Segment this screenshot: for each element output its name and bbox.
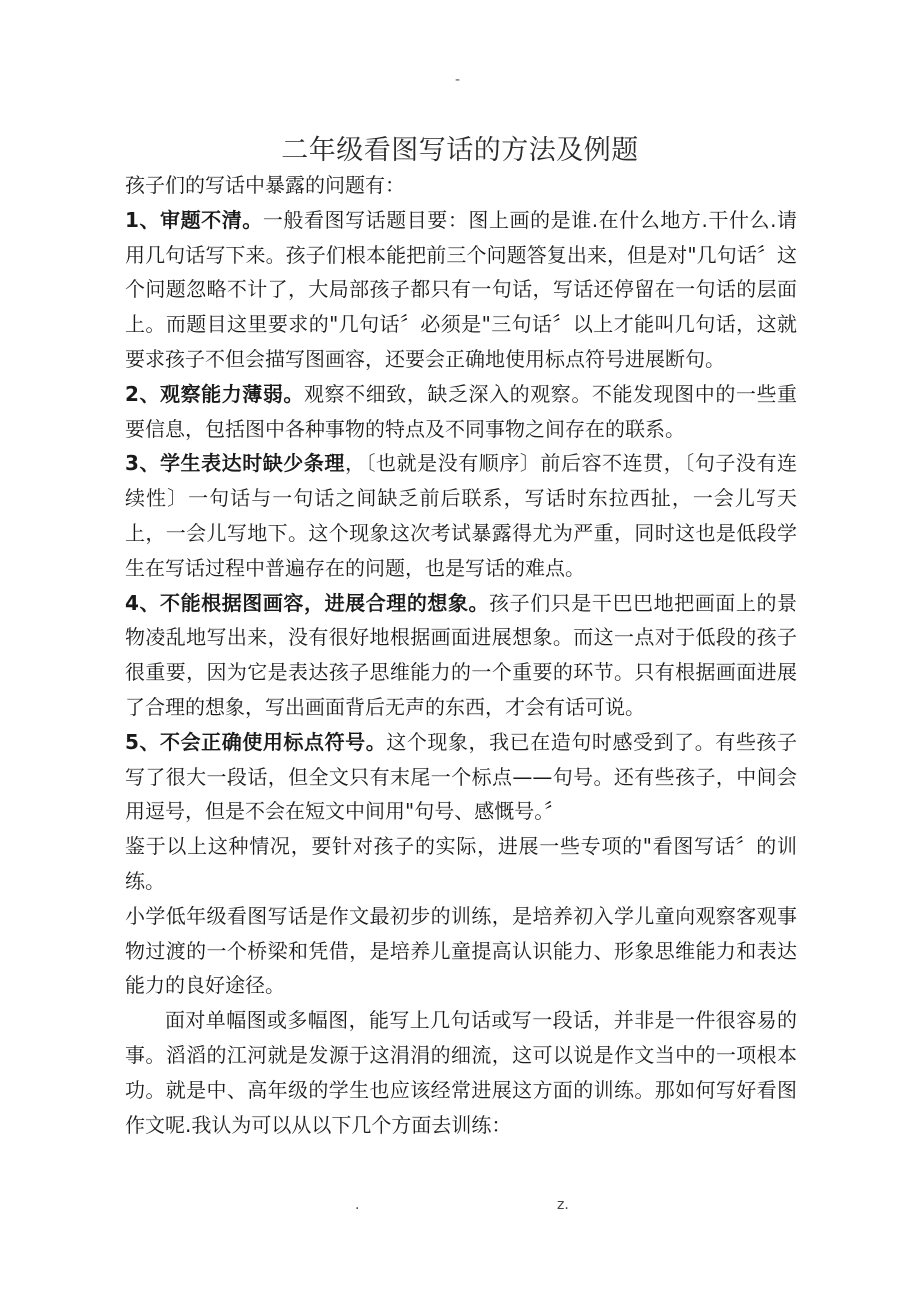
problem-lead: 5、不会正确使用标点符号。 xyxy=(125,729,387,754)
problem-item-2 xyxy=(125,377,797,447)
problem-lead: 2、观察能力薄弱。 xyxy=(125,381,305,406)
problem-text: 观察不细致，缺乏深入的观察。不能发现图中的一些重要信息，包括图中各种事物的特点及不同事物之间存在的联系。 xyxy=(125,381,798,441)
problem-item-3 xyxy=(125,446,797,585)
problem-text: 一般看图写话题目要：图上画的是谁.在什么地方.干什么.请用几句话写下来。孩子们根本能把前三个问题答复出来，但是对"几句话〞这个问题忽略不计了，大局部孩子都只有一句话，写话还停留在一句话的层面上。而题目这里要求的"几句话〞必须是"三句话〞以上才能叫几句话，这就要求孩子不但会描写图画容，还要会正确地使用标点符号进展断句。 xyxy=(125,207,797,371)
problem-lead: 3、学生表达时缺少条理 xyxy=(125,451,345,476)
problem-item-1 xyxy=(125,203,797,377)
problem-lead: 4、不能根据图画容，进展合理的想象。 xyxy=(125,590,490,615)
problem-text: 这个现象，我已在造句时感受到了。有些孩子写了很大一段话，但全文只有末尾一个标点——句号。还有些孩子，中间会用逗号，但是不会在短文中间用"句号、感慨号。〞 xyxy=(125,729,797,824)
footer-mark-right: z. xyxy=(557,1197,569,1213)
problem-text: ，〔也就是没有顺序〕前后容不连贯，〔句子没有连续性〕一句话与一句话之间缺乏前后联系，写话时东拉西扯，一会儿写天上，一会儿写地下。这个现象这次考试暴露得尤为严重，同时这也是低段学生在写话过程中普遍存在的问题，也是写话的难点。 xyxy=(125,451,798,580)
page-title: 二年级看图写话的方法及例题 xyxy=(281,135,639,166)
problem-text: 孩子们只是干巴巴地把画面上的景物凌乱地写出来，没有很好地根据画面进展想象。而这一点对于低段的孩子很重要，因为它是表达孩子思维能力的一个重要的环节。只有根据画面进展了合理的想象，写出画面背后无声的东西，才会有话可说。 xyxy=(125,590,798,719)
paragraph-1: 鉴于以上这种情况，要针对孩子的实际，进展一些专项的"看图写话〞的训练。 xyxy=(125,834,797,893)
problem-item-5 xyxy=(125,725,797,829)
footer-mark-left: . xyxy=(355,1197,360,1213)
problem-item-4 xyxy=(125,586,797,725)
header-mark: - xyxy=(455,72,461,88)
paragraph-2: 小学低年级看图写话是作文最初步的训练，是培养初入学儿童向观察客观事物过渡的一个桥梁和凭借，是培养儿童提高认识能力、形象思维能力和表达能力的良好途径。 xyxy=(125,903,797,998)
intro-line: 孩子们的写话中暴露的问题有： xyxy=(125,173,405,197)
document-body xyxy=(125,168,797,1142)
problem-lead: 1、审题不清。 xyxy=(125,207,263,232)
paragraph-3: 面对单幅图或多幅图，能写上几句话或写一段话，并非是一件很容易的事。滔滔的江河就是发源于这涓涓的细流，这可以说是作文当中的一项根本功。就是中、高年级的学生也应该经常进展这方面的训练。那如何写好看图作文呢.我认为可以从以下几个方面去训练： xyxy=(125,1008,797,1137)
